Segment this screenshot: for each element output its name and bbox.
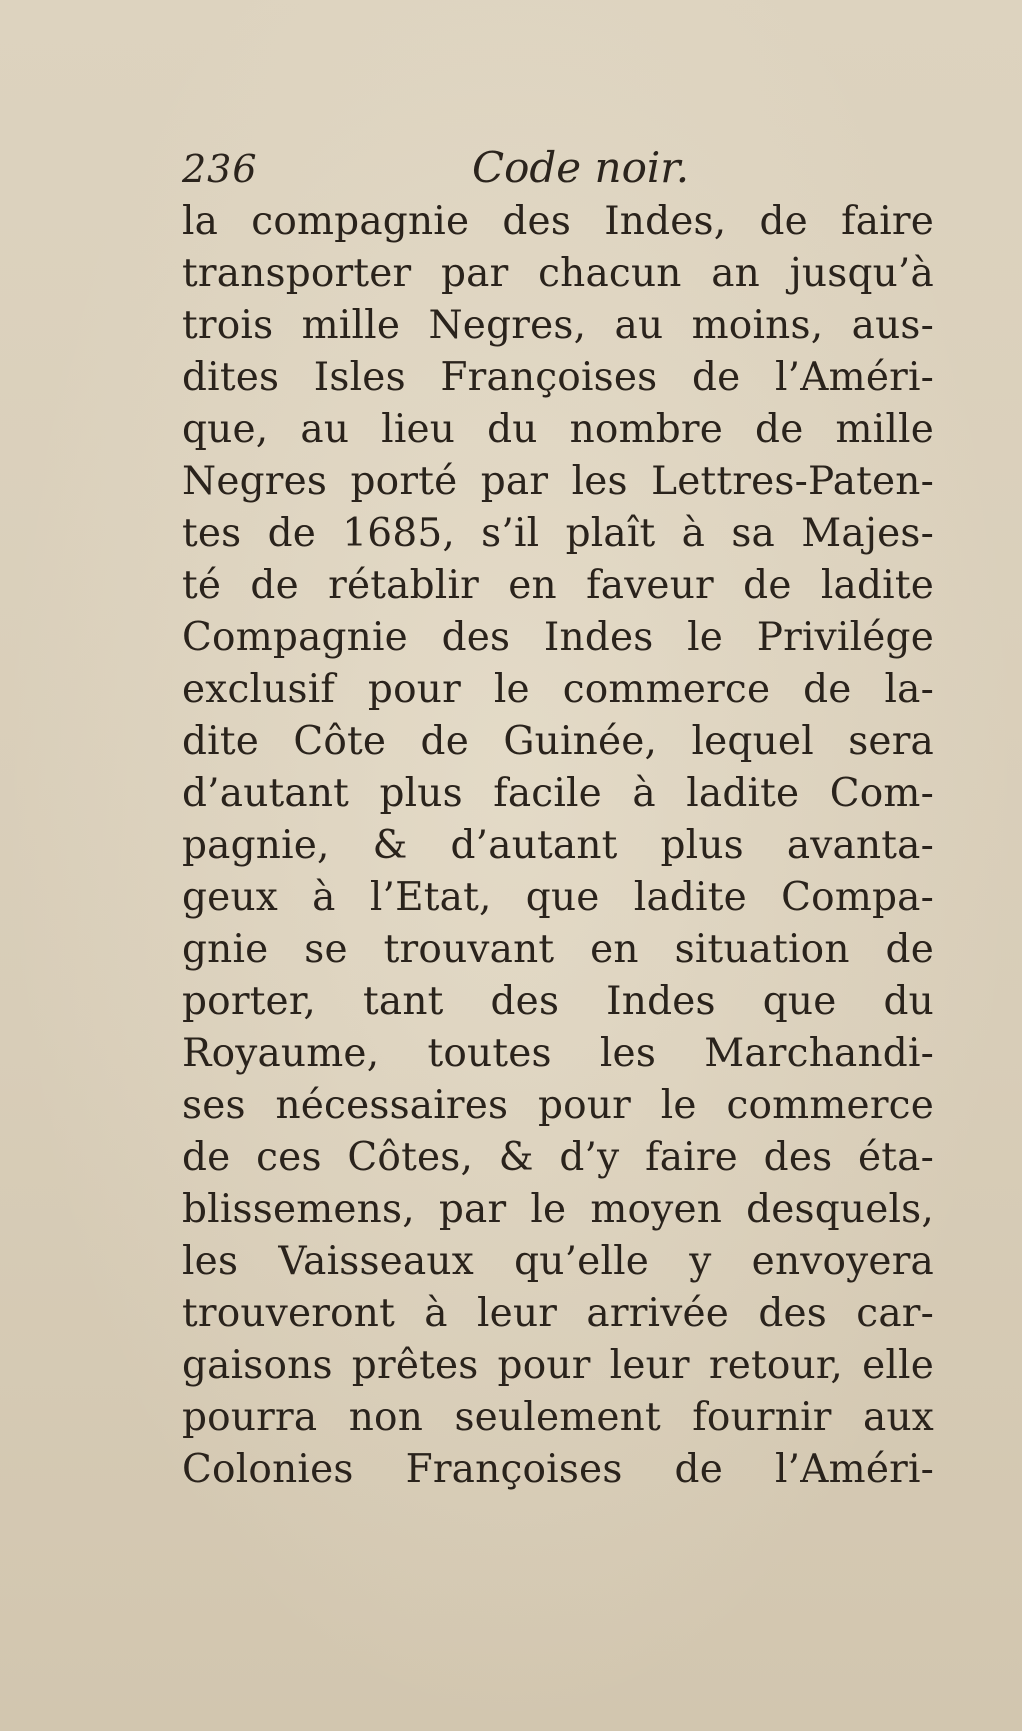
- running-title: Code noir.: [472, 143, 690, 192]
- text-line: ses nécessaires pour le commerce: [182, 1083, 934, 1128]
- text-line: d’autant plus facile à ladite Com-: [182, 771, 934, 816]
- text-line: Negres porté par les Lettres-Paten-: [182, 459, 934, 504]
- text-line: Royaume, toutes les Marchandi-: [182, 1031, 934, 1076]
- text-line: trouveront à leur arrivée des car-: [182, 1291, 934, 1336]
- text-line: la compagnie des Indes, de faire: [182, 199, 934, 244]
- text-line: gaisons prêtes pour leur retour, elle: [182, 1343, 934, 1388]
- text-line: tes de 1685, s’il plaît à sa Majes-: [182, 511, 934, 556]
- text-line: porter, tant des Indes que du: [182, 979, 934, 1024]
- text-line: exclusif pour le commerce de la-: [182, 667, 934, 712]
- text-line: dites Isles Françoises de l’Améri-: [182, 355, 934, 400]
- text-line: gnie se trouvant en situation de: [182, 927, 934, 972]
- body-text: [182, 196, 934, 1496]
- text-line: geux à l’Etat, que ladite Compa-: [182, 875, 934, 920]
- text-line: Compagnie des Indes le Privilége: [182, 615, 934, 660]
- text-line: pagnie, & d’autant plus avanta-: [182, 823, 934, 868]
- text-line: de ces Côtes, & d’y faire des éta-: [182, 1135, 934, 1180]
- text-line: blissemens, par le moyen desquels,: [182, 1187, 934, 1232]
- text-line: les Vaisseaux qu’elle y envoyera: [182, 1239, 934, 1284]
- text-line: trois mille Negres, au moins, aus-: [182, 303, 934, 348]
- text-line: Colonies Françoises de l’Améri-: [182, 1447, 934, 1492]
- text-line: té de rétablir en faveur de ladite: [182, 563, 934, 608]
- text-line: que, au lieu du nombre de mille: [182, 407, 934, 452]
- page-header: [182, 143, 742, 203]
- text-line: transporter par chacun an jusqu’à: [182, 251, 934, 296]
- text-line: pourra non seulement fournir aux: [182, 1395, 934, 1440]
- page-number: 236: [182, 147, 258, 191]
- text-line: dite Côte de Guinée, lequel sera: [182, 719, 934, 764]
